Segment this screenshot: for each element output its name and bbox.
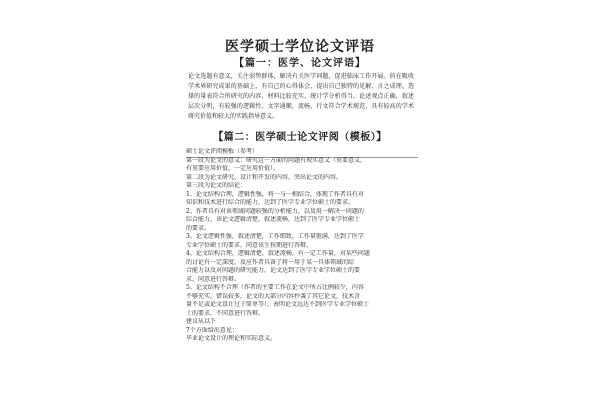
body-line: 有重要应用价值，一定应用价值）。 <box>186 165 280 172</box>
body-line: 建议从以下 <box>186 318 217 325</box>
body-line: 求，同意进行答辩。 <box>186 275 241 283</box>
body-line: 量不足或论文设计过于简单等），表明论文远达不到医学专业学位硕士 <box>186 301 370 308</box>
body-line: 的要求。 <box>186 224 211 232</box>
body-line: 第一段为论文的意义：研究这一方面的问题有现实意义（重要意义， <box>186 156 367 164</box>
body-line: 硕士论文评阅模板（参考） <box>186 148 259 155</box>
body-line: 3、论文逻辑性强，叙述清楚，工作细致，工作量饱满，达到了医学 <box>186 233 364 240</box>
body-line: 4、论文结构合理，逻辑清楚，叙述流畅，有一定工作量，对某些问题 <box>186 250 370 257</box>
body-line: 第二段为论文研究，设计和开发的内容，突出论文的内容。 <box>186 173 343 181</box>
body-line: 不够充实，错误较多，论文的大部分内容抄袭了其它论文，技术含 <box>186 292 361 300</box>
body-line: 5、论文结构不合理（作者的主要工作在论文中所占比例较少，内容 <box>186 284 364 291</box>
body-line: 的讨论有一定深度，反应作者具备了将一用于某一具体领域的综 <box>186 258 355 266</box>
body-line: 7个方面给出意见： <box>186 326 238 334</box>
body-line: 士的要求，不同意进行答辩。 <box>186 309 265 317</box>
body-line: 知识和技术进行综合的能力，达到了医学专业学位硕士的要求。 <box>186 199 355 206</box>
document-title: 医学硕士学位论文评语 <box>225 39 375 55</box>
section-2-body <box>186 148 422 344</box>
body-line: 专业学位硕士的要求，同意该生按期进行答辩。 <box>186 241 313 249</box>
body-line: 合能力以及对问题的研究能力，论文达到了医学专业学位硕士的要 <box>186 267 361 274</box>
section-2-heading: 【篇二：医学硕士论文评阅（模板）】 <box>213 132 387 143</box>
body-line: 1、论文结构合理，逻辑性强，将一与一相结合，体现了作者具有对 <box>186 190 364 198</box>
body-line: 毕业论文设计的理论和实际意义。 <box>186 335 277 342</box>
body-line: 2、作者具有对该领域问题较强的分析能力，以及用一解决一问题的 <box>186 207 364 215</box>
body-line: 第三段为论文的结论： <box>186 182 247 189</box>
body-line: 综合能力，该论文逻辑清楚，叙述流畅，达到了医学专业学位硕士 <box>186 216 361 223</box>
section-1-paragraph: 论文选题有意义，关注弱势群体，解决有关医学问题，促进临床工作开展。的在吸收学术界研究成果的基础上，有自己的心得体会，提出自己独特的见解，言之成理。选择的量表符合所研究的内容，材料比较充实，统计学分析得当，论述观点正确，叙述层次分明，有较强的逻辑性。文字通顺，流畅，行文符合学术规范，具有较高的学术研究价值和较大的实践指导意义。 <box>188 73 414 120</box>
section-1-heading: 【篇一：医学、论文评语】 <box>234 58 366 69</box>
